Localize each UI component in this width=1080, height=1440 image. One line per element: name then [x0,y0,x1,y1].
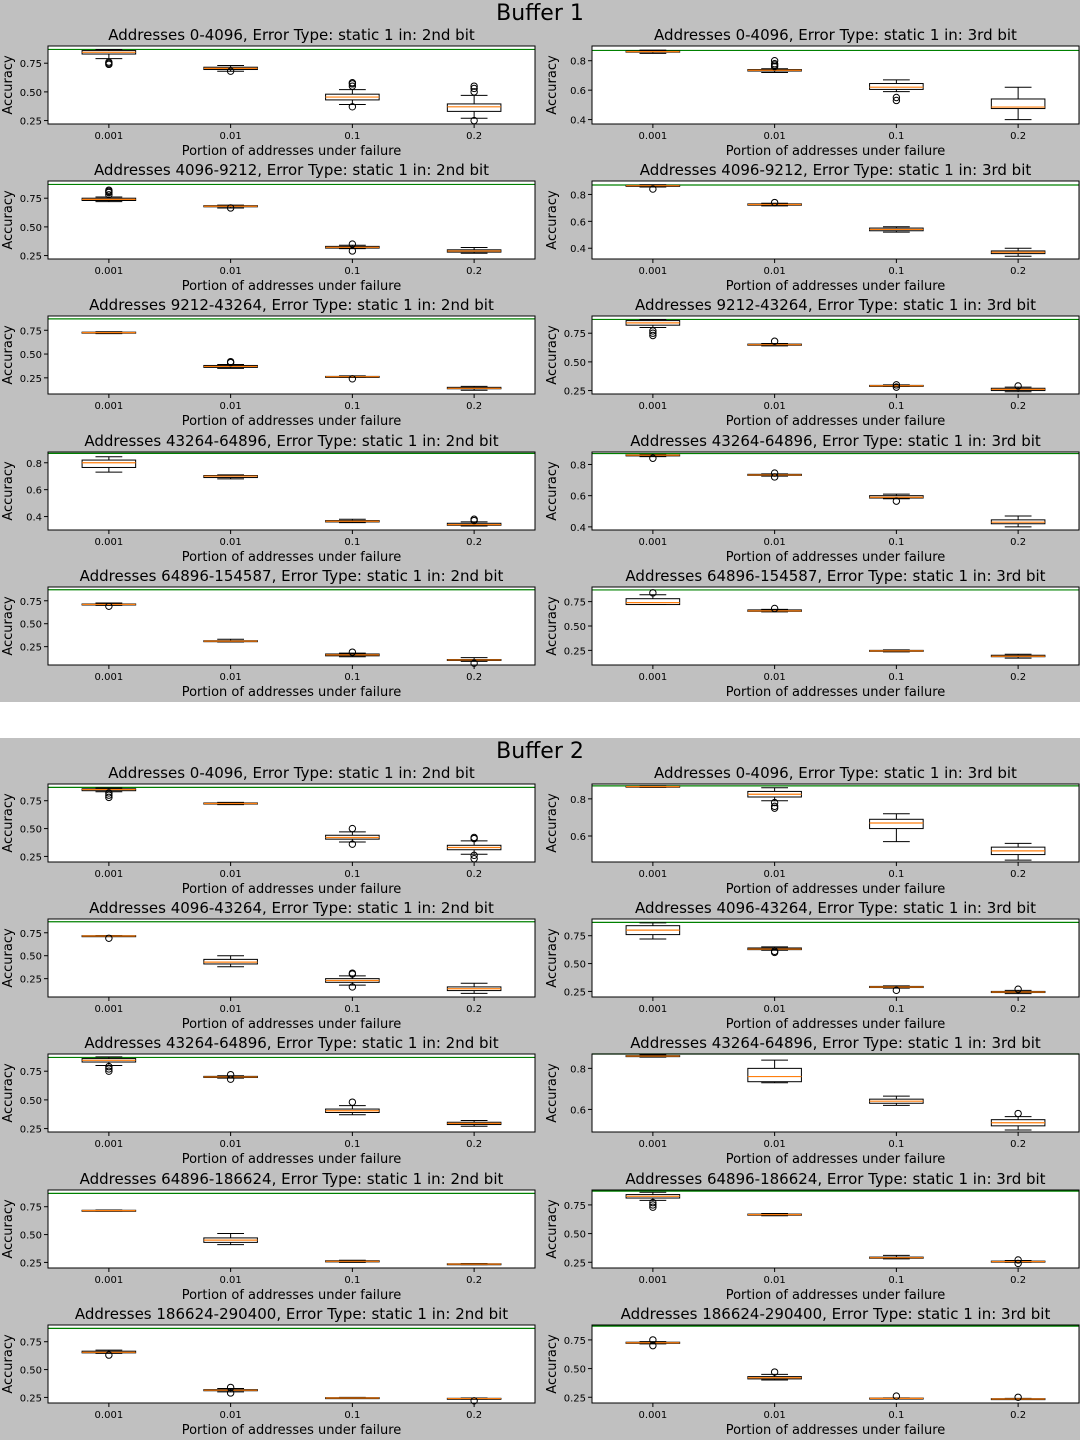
x-tick-label: 0.01 [219,1139,242,1150]
subplot-title: Addresses 0-4096, Error Type: static 1 in: 3rd bit [654,26,1017,44]
x-tick-label: 0.2 [1010,266,1027,277]
box-0.1 [326,1397,380,1398]
subplot-title: Addresses 43264-64896, Error Type: static 1 in: 2nd bit [84,1034,499,1052]
x-tick-label: 0.2 [466,1275,483,1286]
y-tick-label: 0.25 [19,1124,42,1136]
plot-area [592,46,1079,124]
y-axis-label: Accuracy [1,1199,16,1259]
y-tick-label: 0.25 [563,987,586,999]
y-axis-label: Accuracy [1,1063,16,1123]
x-tick-label: 0.1 [888,131,905,142]
x-tick-label: 0.2 [466,1004,483,1015]
plot-area [592,452,1079,530]
y-tick-label: 0.25 [563,1258,586,1270]
y-tick-label: 0.50 [19,350,42,362]
figure-2 [0,738,1080,1440]
plot-area [592,1325,1079,1403]
x-axis-label: Portion of addresses under failure [181,1423,402,1438]
figure-1 [0,0,1080,702]
x-tick-label: 0.2 [1010,401,1027,412]
x-axis-label: Portion of addresses under failure [725,1288,946,1303]
subplot-title: Addresses 64896-154587, Error Type: static 1 in: 2nd bit [79,567,504,585]
subplot-title: Addresses 0-4096, Error Type: static 1 in: 2nd bit [108,764,475,782]
x-tick-label: 0.1 [344,1275,361,1286]
x-tick-label: 0.1 [888,266,905,277]
x-tick-label: 0.001 [638,266,668,277]
x-tick-label: 0.2 [1010,1004,1027,1015]
x-axis-label: Portion of addresses under failure [725,882,946,897]
subplot-title: Addresses 64896-186624, Error Type: static 1 in: 2nd bit [79,1170,504,1188]
x-tick-label: 0.2 [1010,537,1027,548]
figure-title: Buffer 1 [496,1,584,26]
x-tick-label: 0.2 [466,401,483,412]
x-tick-label: 0.1 [888,1275,905,1286]
x-tick-label: 0.2 [466,672,483,683]
plot-area [48,316,535,394]
x-tick-label: 0.001 [94,266,124,277]
x-tick-label: 0.01 [219,537,242,548]
plot-area [48,1190,535,1268]
y-tick-label: 0.50 [563,1364,586,1376]
subplot-title: Addresses 4096-9212, Error Type: static 1 in: 2nd bit [93,161,490,179]
y-tick-label: 0.75 [563,597,586,609]
x-tick-label: 0.001 [94,131,124,142]
box-0.001 [626,786,680,787]
y-tick-label: 0.25 [563,1393,586,1405]
y-axis-label: Accuracy [545,461,560,521]
y-tick-label: 0.25 [19,251,42,263]
x-axis-label: Portion of addresses under failure [181,1017,402,1032]
x-axis-label: Portion of addresses under failure [725,144,946,159]
x-tick-label: 0.1 [344,1004,361,1015]
y-tick-label: 0.8 [570,190,586,202]
x-axis-label: Portion of addresses under failure [725,1423,946,1438]
subplot-title: Addresses 9212-43264, Error Type: static 1 in: 2nd bit [89,296,494,314]
y-axis-label: Accuracy [1,190,16,250]
subplot-title: Addresses 64896-186624, Error Type: static 1 in: 3rd bit [625,1170,1046,1188]
y-tick-label: 0.50 [19,951,42,963]
x-tick-label: 0.001 [638,869,668,880]
x-tick-label: 0.1 [344,672,361,683]
plot-area [592,181,1079,259]
x-tick-label: 0.1 [888,1410,905,1421]
plot-area [48,452,535,530]
x-tick-label: 0.1 [888,401,905,412]
y-tick-label: 0.25 [19,852,42,864]
x-tick-label: 0.2 [466,131,483,142]
x-tick-label: 0.01 [763,1004,786,1015]
y-tick-label: 0.4 [570,115,586,127]
subplot-title: Addresses 43264-64896, Error Type: static 1 in: 3rd bit [630,1034,1041,1052]
x-tick-label: 0.1 [344,1410,361,1421]
x-tick-label: 0.2 [466,537,483,548]
x-tick-label: 0.01 [763,869,786,880]
subplot-title: Addresses 43264-64896, Error Type: static 1 in: 2nd bit [84,432,499,450]
x-tick-label: 0.001 [638,1004,668,1015]
y-axis-label: Accuracy [1,596,16,656]
y-axis-label: Accuracy [545,1199,560,1259]
y-axis-label: Accuracy [545,1063,560,1123]
plot-area [592,1054,1079,1132]
x-tick-label: 0.01 [763,1139,786,1150]
x-tick-label: 0.2 [466,1139,483,1150]
x-tick-label: 0.001 [638,401,668,412]
y-tick-label: 0.8 [570,460,586,472]
box-0.1 [870,650,924,652]
y-axis-label: Accuracy [1,461,16,521]
y-tick-label: 0.4 [570,522,586,534]
y-tick-label: 0.8 [570,794,586,806]
x-tick-label: 0.1 [888,537,905,548]
y-tick-label: 0.75 [19,1337,42,1349]
box-0.01 [204,802,258,804]
y-axis-label: Accuracy [545,325,560,385]
plot-area [48,587,535,665]
x-axis-label: Portion of addresses under failure [181,685,402,700]
y-axis-label: Accuracy [1,325,16,385]
plot-area [48,784,535,862]
x-tick-label: 0.1 [344,266,361,277]
x-tick-label: 0.01 [219,1004,242,1015]
plot-area [592,1190,1079,1268]
y-tick-label: 0.50 [563,1229,586,1241]
x-tick-label: 0.001 [94,401,124,412]
x-tick-label: 0.1 [344,131,361,142]
y-axis-label: Accuracy [545,793,560,853]
x-tick-label: 0.01 [763,672,786,683]
x-tick-label: 0.001 [94,869,124,880]
y-tick-label: 0.50 [19,824,42,836]
x-tick-label: 0.01 [763,266,786,277]
subplot-title: Addresses 4096-43264, Error Type: static 1 in: 2nd bit [89,899,494,917]
y-tick-label: 0.25 [19,373,42,385]
x-axis-label: Portion of addresses under failure [181,1288,402,1303]
x-axis-label: Portion of addresses under failure [725,414,946,429]
plot-area [48,1325,535,1403]
y-tick-label: 0.75 [19,194,42,206]
x-tick-label: 0.1 [888,869,905,880]
x-tick-label: 0.01 [219,1275,242,1286]
x-tick-label: 0.01 [763,131,786,142]
x-tick-label: 0.2 [466,1410,483,1421]
subplot-title: Addresses 186624-290400, Error Type: static 1 in: 2nd bit [74,1305,509,1323]
y-axis-label: Accuracy [545,55,560,115]
x-axis-label: Portion of addresses under failure [181,882,402,897]
subplot-title: Addresses 64896-154587, Error Type: static 1 in: 3rd bit [625,567,1046,585]
x-tick-label: 0.1 [344,869,361,880]
box-0.001 [82,1210,136,1211]
x-tick-label: 0.2 [1010,1139,1027,1150]
subplot-title: Addresses 0-4096, Error Type: static 1 in: 3rd bit [654,764,1017,782]
subplot-title: Addresses 186624-290400, Error Type: static 1 in: 3rd bit [620,1305,1051,1323]
y-axis-label: Accuracy [1,1334,16,1394]
plot-area [48,46,535,124]
y-tick-label: 0.25 [19,1393,42,1405]
x-tick-label: 0.001 [94,1410,124,1421]
y-tick-label: 0.8 [26,458,42,470]
subplot-title: Addresses 0-4096, Error Type: static 1 in: 2nd bit [108,26,475,44]
x-tick-label: 0.001 [94,1275,124,1286]
y-tick-label: 0.25 [19,116,42,128]
y-tick-label: 0.50 [19,1230,42,1242]
y-tick-label: 0.75 [19,596,42,608]
x-tick-label: 0.001 [638,1410,668,1421]
x-tick-label: 0.001 [94,1004,124,1015]
y-tick-label: 0.75 [19,59,42,71]
x-axis-label: Portion of addresses under failure [181,279,402,294]
y-axis-label: Accuracy [1,928,16,988]
x-axis-label: Portion of addresses under failure [181,1152,402,1167]
x-tick-label: 0.01 [763,537,786,548]
x-tick-label: 0.1 [344,537,361,548]
y-tick-label: 0.50 [19,1095,42,1107]
y-axis-label: Accuracy [545,928,560,988]
x-tick-label: 0.1 [888,1139,905,1150]
x-tick-label: 0.001 [638,1139,668,1150]
y-axis-label: Accuracy [1,55,16,115]
x-axis-label: Portion of addresses under failure [725,1017,946,1032]
x-tick-label: 0.01 [219,266,242,277]
x-tick-label: 0.001 [638,131,668,142]
x-axis-label: Portion of addresses under failure [725,279,946,294]
y-axis-label: Accuracy [545,596,560,656]
y-tick-label: 0.50 [19,87,42,99]
y-tick-label: 0.75 [563,931,586,943]
y-tick-label: 0.75 [19,796,42,808]
y-tick-label: 0.25 [19,974,42,986]
x-tick-label: 0.001 [94,537,124,548]
x-tick-label: 0.2 [1010,869,1027,880]
y-tick-label: 0.8 [570,56,586,68]
y-tick-label: 0.6 [570,491,586,503]
y-tick-label: 0.75 [563,1200,586,1212]
x-tick-label: 0.2 [1010,1275,1027,1286]
figure-title: Buffer 2 [496,739,584,764]
y-tick-label: 0.75 [563,329,586,341]
y-axis-label: Accuracy [1,793,16,853]
y-axis-label: Accuracy [545,1334,560,1394]
y-tick-label: 0.75 [19,1067,42,1079]
plot-area [48,919,535,997]
y-tick-label: 0.50 [563,357,586,369]
y-tick-label: 0.6 [570,217,586,229]
x-tick-label: 0.01 [763,1410,786,1421]
x-tick-label: 0.2 [466,869,483,880]
box-0.1 [326,1260,380,1262]
y-tick-label: 0.25 [19,642,42,654]
x-tick-label: 0.001 [638,672,668,683]
x-tick-label: 0.01 [219,672,242,683]
y-tick-label: 0.6 [570,1105,586,1117]
x-tick-label: 0.2 [466,266,483,277]
box-0.01 [748,1214,802,1216]
y-tick-label: 0.50 [563,622,586,633]
y-tick-label: 0.25 [563,386,586,398]
x-axis-label: Portion of addresses under failure [181,144,402,159]
x-tick-label: 0.1 [344,1139,361,1150]
y-tick-label: 0.4 [570,244,586,256]
y-axis-label: Accuracy [545,190,560,250]
y-tick-label: 0.25 [19,1258,42,1270]
x-tick-label: 0.001 [638,1275,668,1286]
x-tick-label: 0.2 [1010,131,1027,142]
subplot-title: Addresses 9212-43264, Error Type: static 1 in: 3rd bit [634,296,1037,314]
box-0.2 [447,1264,501,1265]
box-0.001 [626,1055,680,1057]
y-tick-label: 0.50 [19,1365,42,1377]
y-tick-label: 0.75 [19,1202,42,1214]
x-tick-label: 0.001 [94,672,124,683]
y-tick-label: 0.75 [563,1335,586,1347]
x-tick-label: 0.1 [888,672,905,683]
x-tick-label: 0.01 [219,131,242,142]
x-axis-label: Portion of addresses under failure [725,685,946,700]
x-tick-label: 0.01 [219,869,242,880]
subplot-title: Addresses 43264-64896, Error Type: static 1 in: 3rd bit [630,432,1041,450]
y-tick-label: 0.75 [19,326,42,338]
x-axis-label: Portion of addresses under failure [181,414,402,429]
y-tick-label: 0.6 [570,832,586,843]
x-tick-label: 0.1 [888,1004,905,1015]
y-tick-label: 0.4 [26,512,42,524]
x-tick-label: 0.001 [638,537,668,548]
x-tick-label: 0.01 [219,401,242,412]
x-tick-label: 0.2 [1010,1410,1027,1421]
x-tick-label: 0.001 [94,1139,124,1150]
x-tick-label: 0.01 [219,1410,242,1421]
y-tick-label: 0.50 [19,619,42,631]
y-tick-label: 0.25 [563,646,586,658]
x-tick-label: 0.1 [344,401,361,412]
y-tick-label: 0.8 [570,1064,586,1076]
x-tick-label: 0.01 [763,401,786,412]
y-tick-label: 0.75 [19,928,42,940]
box-0.001 [82,332,136,334]
y-tick-label: 0.50 [563,959,586,971]
y-tick-label: 0.6 [570,86,586,98]
x-tick-label: 0.01 [763,1275,786,1286]
x-tick-label: 0.2 [1010,672,1027,683]
subplot-title: Addresses 4096-9212, Error Type: static 1 in: 3rd bit [639,161,1032,179]
x-axis-label: Portion of addresses under failure [181,550,402,565]
y-tick-label: 0.6 [26,485,42,497]
subplot-title: Addresses 4096-43264, Error Type: static 1 in: 3rd bit [634,899,1037,917]
y-tick-label: 0.50 [19,222,42,234]
x-axis-label: Portion of addresses under failure [725,1152,946,1167]
x-axis-label: Portion of addresses under failure [725,550,946,565]
